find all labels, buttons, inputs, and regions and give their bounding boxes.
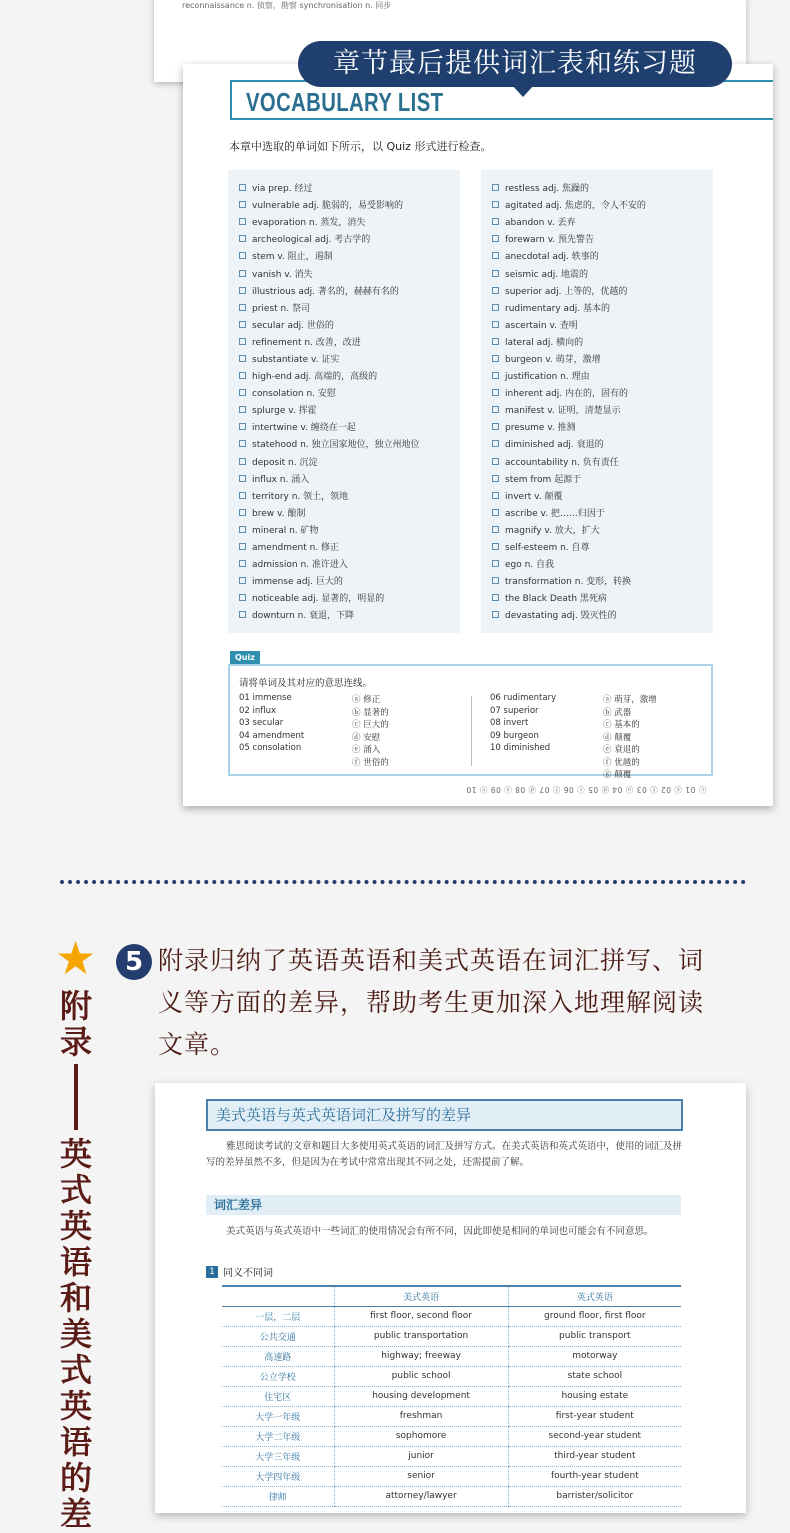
checkbox-icon — [239, 184, 246, 191]
vocab-text: justification n. 理由 — [505, 372, 590, 383]
side-label-char: 英 — [59, 1387, 92, 1425]
subsection-heading — [206, 1264, 273, 1279]
quiz-word: 07 superior — [490, 705, 539, 716]
table-row — [222, 1446, 681, 1466]
meaning-cell: 律师 — [222, 1486, 334, 1506]
british-cell: fourth-year student — [508, 1466, 681, 1486]
meaning-cell: 住宅区 — [222, 1386, 334, 1406]
side-label-char: 语 — [59, 1423, 92, 1461]
checkbox-icon — [239, 287, 246, 294]
quiz-meaning: ⓔ 涌入 — [352, 745, 381, 755]
vocab-item — [228, 179, 460, 196]
checkbox-icon — [239, 389, 246, 396]
table-row — [222, 1366, 681, 1386]
vocab-text: territory n. 领土，领地 — [252, 491, 349, 502]
vocab-item — [481, 333, 713, 350]
vocab-item — [481, 538, 713, 555]
british-cell: motorway — [508, 1346, 681, 1366]
vocab-text: restless adj. 焦躁的 — [505, 184, 589, 195]
vocab-text: stem v. 阻止，遏制 — [252, 252, 333, 263]
checkbox-icon — [239, 270, 246, 277]
vocab-text: accountability n. 负有责任 — [505, 457, 619, 468]
checkbox-icon — [492, 406, 499, 413]
section-heading: 词汇差异 — [206, 1195, 681, 1215]
quiz-meanings-a — [352, 693, 389, 768]
vocab-item — [228, 555, 460, 572]
quiz-words-a — [239, 693, 304, 756]
vocab-item — [481, 521, 713, 538]
side-label-char: 英 — [59, 1207, 92, 1245]
checkbox-icon — [239, 560, 246, 567]
american-cell: junior — [334, 1446, 508, 1466]
vocab-text: evaporation n. 蒸发，消失 — [252, 218, 366, 229]
quiz-meaning: ⓖ 颠覆 — [603, 770, 632, 780]
vocab-item — [228, 247, 460, 264]
dotted-separator — [60, 880, 746, 884]
table-row — [222, 1466, 681, 1486]
vocab-text: lateral adj. 横向的 — [505, 337, 584, 348]
quiz-meaning: ⓓ 安慰 — [352, 732, 381, 743]
vocab-text: priest n. 祭司 — [252, 303, 310, 314]
vocab-text: via prep. 经过 — [252, 184, 313, 195]
vocab-text: manifest v. 证明，清楚显示 — [505, 406, 621, 417]
vocab-item — [228, 350, 460, 367]
american-cell: public school — [334, 1366, 508, 1386]
vocab-text: invert v. 颠覆 — [505, 491, 563, 502]
vocab-item — [481, 401, 713, 418]
checkbox-icon — [492, 372, 499, 379]
checkbox-icon — [239, 543, 246, 550]
british-cell: public transport — [508, 1326, 681, 1346]
vocab-item — [481, 264, 713, 281]
vocab-text: noticeable adj. 显著的，明显的 — [252, 594, 385, 605]
callout-bubble: 章节最后提供词汇表和练习题 — [298, 41, 732, 87]
checkbox-icon — [492, 475, 499, 482]
vocab-text: self-esteem n. 自尊 — [505, 543, 590, 554]
feature-number-badge: 5 — [116, 944, 152, 980]
vocab-item — [228, 196, 460, 213]
vocab-item — [481, 606, 713, 623]
british-cell: first-year student — [508, 1406, 681, 1426]
vocab-text: abandon v. 丢弃 — [505, 218, 576, 229]
vocab-text: seismic adj. 地震的 — [505, 269, 588, 280]
side-label-char: 式 — [59, 1351, 92, 1389]
previous-page-text: reconnaissance n. 侦察，勘察 synchronisation n. 同步 — [182, 1, 392, 10]
meaning-cell: 高速路 — [222, 1346, 334, 1366]
vocab-item — [481, 230, 713, 247]
checkbox-icon — [492, 304, 499, 311]
quiz-word: 08 invert — [490, 718, 529, 728]
meaning-cell: 公立学校 — [222, 1366, 334, 1386]
checkbox-icon — [239, 458, 246, 465]
quiz-word: 04 amendment — [239, 730, 305, 741]
british-cell: barrister/solicitor — [508, 1486, 681, 1506]
vocab-text: statehood n. 独立国家地位，独立州地位 — [252, 440, 420, 451]
checkbox-icon — [239, 475, 246, 482]
vocab-item — [481, 435, 713, 452]
vocab-text: ego n. 自我 — [505, 560, 555, 571]
vocab-text: substantiate v. 证实 — [252, 354, 340, 365]
vocab-text: admission n. 准许进入 — [252, 560, 348, 571]
vocab-text: ascertain v. 查明 — [505, 320, 578, 331]
american-cell: highway; freeway — [334, 1346, 508, 1366]
vocab-text: agitated adj. 焦虑的，令人不安的 — [505, 201, 646, 212]
checkbox-icon — [239, 492, 246, 499]
checkbox-icon — [492, 423, 499, 430]
vocab-text: secular adj. 世俗的 — [252, 320, 334, 331]
checkbox-icon — [492, 611, 499, 618]
vocab-item — [481, 350, 713, 367]
checkbox-icon — [239, 406, 246, 413]
side-label-char: 和 — [59, 1279, 92, 1317]
vocab-item — [228, 384, 460, 401]
vocab-item — [481, 247, 713, 264]
quiz-meaning: ⓓ 颠覆 — [603, 732, 632, 743]
table-header: 美式英语 — [334, 1286, 508, 1306]
checkbox-icon — [492, 440, 499, 447]
quiz-word: 05 consolation — [239, 743, 302, 753]
vocab-text: mineral n. 矿物 — [252, 525, 319, 536]
vocab-item — [481, 384, 713, 401]
feature-description: 附录归纳了英语英语和美式英语在词汇拼写、词义等方面的差异，帮助考生更加深入地理解阅读文章。 — [158, 946, 705, 1059]
vocab-text: magnify v. 放大，扩大 — [505, 525, 600, 536]
quiz-divider — [471, 696, 472, 766]
checkbox-icon — [239, 526, 246, 533]
checkbox-icon — [492, 526, 499, 533]
vocab-item — [228, 453, 460, 470]
checkbox-icon — [492, 287, 499, 294]
vocab-item — [481, 487, 713, 504]
checkbox-icon — [239, 355, 246, 362]
side-label-char: 录 — [59, 1023, 92, 1061]
meaning-cell: 大学四年级 — [222, 1466, 334, 1486]
vocab-item — [228, 589, 460, 606]
quiz-word: 01 immense — [239, 693, 292, 703]
vocab-text: rudimentary adj. 基本的 — [505, 303, 611, 314]
quiz-meanings-b — [603, 693, 657, 781]
checkbox-icon — [492, 338, 499, 345]
vocab-text: brew v. 酿制 — [252, 508, 306, 519]
checkbox-icon — [239, 252, 246, 259]
vocab-text: refinement n. 改善，改进 — [252, 337, 361, 348]
quiz-meaning: ⓑ 武器 — [603, 707, 632, 718]
vocab-item — [228, 282, 460, 299]
american-cell: attorney/lawyer — [334, 1486, 508, 1506]
vocab-item — [481, 589, 713, 606]
vocab-text: archeological adj. 考古学的 — [252, 235, 371, 246]
side-label-char: 式 — [59, 1171, 92, 1209]
meaning-cell: 大学二年级 — [222, 1426, 334, 1446]
american-cell: first floor, second floor — [334, 1306, 508, 1326]
quiz-meaning: ⓑ 显著的 — [352, 707, 389, 718]
vocab-item — [228, 401, 460, 418]
side-label-char: 的 — [59, 1459, 92, 1497]
table-header: 英式英语 — [508, 1286, 681, 1306]
vocab-text: forewarn v. 预先警告 — [505, 235, 595, 246]
vocab-item — [228, 367, 460, 384]
british-cell: ground floor, first floor — [508, 1306, 681, 1326]
checkbox-icon — [492, 218, 499, 225]
vocab-item — [481, 282, 713, 299]
vocab-text: transformation n. 变形，转换 — [505, 577, 632, 588]
vocab-item — [481, 555, 713, 572]
checkbox-icon — [492, 560, 499, 567]
checkbox-icon — [492, 577, 499, 584]
vocab-text: devastating adj. 毁灭性的 — [505, 611, 617, 622]
vocab-item — [481, 299, 713, 316]
british-cell: housing estate — [508, 1386, 681, 1406]
american-cell: public transportation — [334, 1326, 508, 1346]
quiz-word: 03 secular — [239, 718, 284, 728]
vocab-item — [228, 606, 460, 623]
american-cell: senior — [334, 1466, 508, 1486]
appendix-title: 美式英语与英式英语词汇及拼写的差异 — [206, 1099, 683, 1131]
checkbox-icon — [239, 423, 246, 430]
checkbox-icon — [492, 235, 499, 242]
meaning-cell: 一层，二层 — [222, 1306, 334, 1326]
vocab-text: amendment n. 修正 — [252, 543, 340, 554]
vocab-text: intertwine v. 缠绕在一起 — [252, 423, 356, 434]
vocab-item — [228, 333, 460, 350]
vocab-column-right — [481, 170, 713, 633]
vocab-item — [481, 418, 713, 435]
side-label-dash — [74, 1064, 78, 1130]
american-cell: freshman — [334, 1406, 508, 1426]
vocab-text: immense adj. 巨大的 — [252, 577, 343, 588]
checkbox-icon — [239, 338, 246, 345]
quiz-meaning: ⓐ 萌芽，激增 — [603, 695, 657, 705]
british-cell: state school — [508, 1366, 681, 1386]
checkbox-icon — [492, 543, 499, 550]
vocab-item — [481, 213, 713, 230]
vocab-item — [228, 316, 460, 333]
checkbox-icon — [492, 184, 499, 191]
side-label — [58, 988, 94, 1532]
vocab-text: deposit n. 沉淀 — [252, 457, 318, 468]
vocab-text: superior adj. 上等的，优越的 — [505, 286, 628, 297]
side-label-char: 附 — [59, 987, 92, 1025]
checkbox-icon — [239, 201, 246, 208]
checkbox-icon — [239, 440, 246, 447]
quiz-tag: Quiz — [230, 651, 260, 664]
american-cell: sophomore — [334, 1426, 508, 1446]
subsection-number: 1 — [206, 1266, 218, 1278]
checkbox-icon — [239, 304, 246, 311]
quiz-answers: ⓒ 01 ⓔ 02 ⓕ 03 ⓐ 04 ⓓ 05 ⓒ 06 ⓕ 07 ⓓ 08 ⓐ 09 ⓔ 10 — [466, 785, 707, 794]
vocab-item — [228, 230, 460, 247]
word-difference-table — [222, 1285, 681, 1507]
side-label-char: 英 — [59, 1135, 92, 1173]
british-cell: third-year student — [508, 1446, 681, 1466]
side-label-char: 语 — [59, 1243, 92, 1281]
vocab-text: diminished adj. 衰退的 — [505, 440, 604, 451]
vocab-text: stem from 起源于 — [505, 474, 582, 485]
vocab-item — [228, 299, 460, 316]
table-row — [222, 1426, 681, 1446]
checkbox-icon — [492, 492, 499, 499]
vocab-item — [481, 470, 713, 487]
vocab-text: illustrious adj. 著名的，赫赫有名的 — [252, 286, 399, 297]
vocab-item — [481, 367, 713, 384]
vocab-item — [228, 470, 460, 487]
vocab-item — [228, 521, 460, 538]
vocab-item — [228, 504, 460, 521]
table-row — [222, 1486, 681, 1506]
star-icon: ★ — [55, 931, 97, 985]
vocab-text: vanish v. 消失 — [252, 269, 313, 280]
vocab-item — [481, 316, 713, 333]
vocab-item — [228, 572, 460, 589]
british-cell: second-year student — [508, 1426, 681, 1446]
vocab-text: downturn n. 衰退，下降 — [252, 611, 355, 622]
vocab-item — [481, 572, 713, 589]
vocab-item — [228, 538, 460, 555]
quiz-box — [228, 664, 713, 780]
checkbox-icon — [239, 218, 246, 225]
vocab-item — [228, 213, 460, 230]
quiz-word: 06 rudimentary — [490, 693, 557, 703]
vocab-item — [228, 418, 460, 435]
vocab-text: consolation n. 安慰 — [252, 389, 336, 400]
table-header-row — [222, 1286, 681, 1306]
vocab-column-left — [228, 170, 460, 633]
vocab-item — [481, 179, 713, 196]
checkbox-icon — [239, 509, 246, 516]
checkbox-icon — [239, 321, 246, 328]
checkbox-icon — [492, 594, 499, 601]
vocabulary-title: VOCABULARY LIST — [246, 87, 444, 117]
quiz-meaning: ⓕ 世俗的 — [352, 757, 389, 768]
vocab-text: splurge v. 挥霍 — [252, 406, 317, 417]
quiz-meaning: ⓕ 优越的 — [603, 757, 640, 768]
checkbox-icon — [239, 372, 246, 379]
checkbox-icon — [492, 355, 499, 362]
vocab-text: anecdotal adj. 轶事的 — [505, 252, 599, 263]
side-label-char: 美 — [59, 1315, 92, 1353]
vocab-text: vulnerable adj. 脆弱的，易受影响的 — [252, 201, 404, 212]
meaning-cell: 公共交通 — [222, 1326, 334, 1346]
vocab-text: the Black Death 黑死病 — [505, 594, 607, 605]
vocab-text: ascribe v. 把……归因于 — [505, 508, 605, 519]
quiz-word: 02 influx — [239, 705, 277, 716]
quiz-meaning: ⓒ 巨大的 — [352, 720, 389, 730]
vocab-text: high-end adj. 高端的，高级的 — [252, 372, 378, 383]
checkbox-icon — [492, 201, 499, 208]
quiz-words-b — [490, 693, 556, 756]
vocabulary-page — [183, 64, 773, 806]
vocab-item — [481, 453, 713, 470]
vocab-item — [228, 264, 460, 281]
checkbox-icon — [492, 252, 499, 259]
checkbox-icon — [239, 611, 246, 618]
vocab-item — [228, 487, 460, 504]
appendix-intro: 雅思阅读考试的文章和题目大多使用英式英语的词汇及拼写方式。在美式英语和英式英语中，使用的词汇及拼写的差异虽然不多，但是因为在考试中常常出现其不同之处，还需提前了解。 — [206, 1141, 683, 1168]
table-row — [222, 1346, 681, 1366]
checkbox-icon — [239, 594, 246, 601]
checkbox-icon — [492, 321, 499, 328]
vocab-item — [228, 435, 460, 452]
quiz-meaning: ⓐ 修正 — [352, 695, 381, 705]
table-row — [222, 1326, 681, 1346]
side-label-char: 差 — [59, 1495, 92, 1533]
checkbox-icon — [492, 509, 499, 516]
checkbox-icon — [492, 458, 499, 465]
checkbox-icon — [239, 577, 246, 584]
quiz-question: 请将单词及其对应的意思连线。 — [239, 678, 373, 689]
vocab-text: burgeon v. 萌芽，激增 — [505, 354, 601, 365]
subsection-title: 同义不同词 — [223, 1268, 273, 1279]
american-cell: housing development — [334, 1386, 508, 1406]
table-row — [222, 1386, 681, 1406]
table-header — [222, 1286, 334, 1306]
section-text: 美式英语与英式英语中一些词汇的使用情况会有所不同，因此即使是相同的单词也可能会有不同意思。 — [226, 1226, 654, 1237]
vocabulary-intro: 本章中选取的单词如下所示，以 Quiz 形式进行检查。 — [229, 140, 492, 153]
vocab-text: influx n. 涌入 — [252, 474, 310, 485]
meaning-cell: 大学一年级 — [222, 1406, 334, 1426]
checkbox-icon — [492, 389, 499, 396]
quiz-meaning: ⓔ 衰退的 — [603, 745, 640, 755]
quiz-word: 10 diminished — [490, 743, 551, 753]
vocab-item — [481, 196, 713, 213]
table-row — [222, 1306, 681, 1326]
appendix-page — [155, 1083, 746, 1513]
vocab-item — [481, 504, 713, 521]
table-row — [222, 1406, 681, 1426]
vocab-text: inherent adj. 内在的，固有的 — [505, 389, 629, 400]
quiz-word: 09 burgeon — [490, 730, 539, 741]
quiz-meaning: ⓒ 基本的 — [603, 720, 640, 730]
vocab-text: presume v. 推测 — [505, 423, 576, 434]
meaning-cell: 大学三年级 — [222, 1446, 334, 1466]
checkbox-icon — [492, 270, 499, 277]
checkbox-icon — [239, 235, 246, 242]
